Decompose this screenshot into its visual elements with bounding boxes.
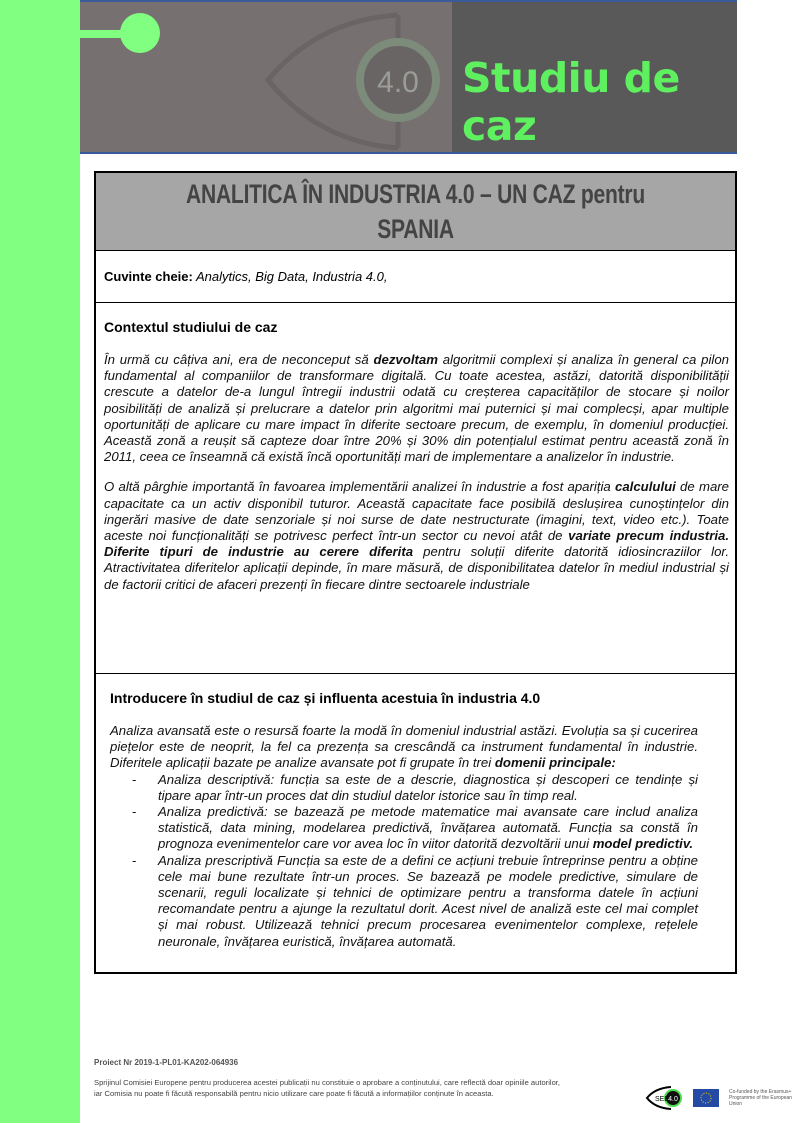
eu-flag-icon [693,1089,719,1107]
list-item [110,772,698,804]
intro-heading: Introducere în studiul de caz și influenta acestuia în industria 4.0 [110,690,541,706]
see-logo-text: SEE [655,1096,670,1103]
side-accent-stripe [0,0,80,1123]
eu-disclaimer: Sprijinul Comisiei Europene pentru producerea acestei publicații nu constituie o aprobare a conținutului, care reflectă doar opiniile autorilor, iar Comisia nu poate fi făcută responsabilă pentru nicio utilizare care poate fi făcută a informațiilor conținute în aceasta. [94,1078,561,1098]
see-4-logo-icon [645,1086,683,1110]
text-run: Analiza descriptivă: funcția sa este de a descrie, diagnostica și descoperi ce tendințe și tipare apar într-un proces dat din studiul datelor istorice sau în timp real. [158,771,698,803]
text-run-bold: dezvoltam [373,352,438,367]
keywords-value: Analytics, Big Data, Industria 4.0, [192,269,388,284]
keywords-row [96,251,735,303]
intro-paragraph [110,723,698,772]
text-run: pentru soluții diferite datorită idiosincraziilor lor. Atractivitatea diferitelor aplicații depinde, în mare măsură, de disponibilitatea datelor în mediul industrial și de factorii critici de afaceri prezenți în fiecare dintre sectoarele industriale [104,544,729,592]
text-run: Analiza predictivă: se bazează pe metode matematice mai avansate care includ analiza statistică, data mining, modelarea predictivă, învățarea automată. Funcția sa constă în prognoza evenimentelor care vor avea loc în viitor datorită dezvoltării unui [158,804,698,852]
case-study-title-row [96,173,735,251]
text-run-bold: domenii principale: [494,755,616,771]
text-run-bold: calculului [615,479,676,495]
intro-section [96,674,735,972]
analysis-types-list [110,772,698,950]
context-paragraph-2 [104,479,729,592]
context-section [96,303,735,674]
project-number: Proiect Nr 2019-1-PL01-KA202-064936 [94,1058,239,1067]
text-run: Analiza prescriptivă Funcția sa este de a defini ce acțiuni trebuie întreprinse pentru a obține cele mai bune rezultate într-un proces. Se bazează pe modele predictive, simulare de scenarii, reguli localizate și tehnici de optimizare pentru a transforma datele în acțiuni recomandate pentru a ajunge la rezultatul dorit. Acest nivel de analiză este cel mai complet și mai robust. Utilizează tehnici precum procesarea evenimentelor complexe, rețelele neuronale, învățarea euristică, învățarea automată. [158,852,698,949]
case-study-card [94,171,737,974]
keywords-label: Cuvinte cheie: [104,269,193,284]
case-study-title-line-2: SPANIA [377,214,454,244]
banner-connector-line [80,30,122,38]
see-logo-badge: 4.0 [668,1096,678,1103]
list-item [110,853,698,950]
banner-green-dot [120,13,160,53]
text-run-bold: variate precum industria. Diferite tipuri de industrie au cerere diferita [104,528,729,560]
footer-logos [645,1086,794,1110]
text-run-bold: model predictiv. [592,836,694,852]
text-run: O altă pârghie importantă în favoarea implementării analizei în industrie a fost apariția [104,479,615,495]
text-run: Analiza avansată este o resursă foarte la modă în domeniul industrial astăzi. Evoluția sa și cucerirea piețelor este de neoprit, la fel ca prezența sa crescândă ca instrument fundamental în industrie. Diferitele aplicații bazate pe analize avansate pot fi grupate în trei [110,723,698,771]
text-run: de mare capacitate ca un activ disponibil tuturor. Această capacitate face posibilă deslușirea cunoștințelor din ingerări masive de date senzoriale și noi surse de date nestructurate (imagini, text, video etc.). Toate aceste noi funcționalități se potrivesc perfect într-un sector cu nevoi atât de [104,479,730,544]
text-run: algoritmii complexi și analiza în general ca pilon fundamental al companiilor de transformare digitală. Cu toate acestea, astăzi, datorită disponibilității crescute a datelor de-a lungul întregii industrii odată cu creșterea capacităților de stocare și noilor posibilități de analiză și prelucrare a datelor prin algoritmi mai puternici și mai complecși, apar multiple oportunități de aplicare cu mare impact în diferite sectoare precum, de exemplu, în domeniul producției. Această zonă a reușit să capteze doar între 20% și 30% din potențialul estimat pentru această zonă în 2011, ceea ce înseamnă că există încă oportunități mari de implementare a analizelor în industrie. [104,352,729,465]
industry-4-logo-icon [258,10,448,150]
context-paragraph-1 [104,352,729,465]
erasmus-cofunded-text: Co-funded by the Erasmus+ Programme of the European Union [729,1089,793,1107]
page-title: Studiu de caz [462,54,680,150]
header-banner [80,0,737,154]
context-heading: Contextul studiului de caz [104,319,278,335]
list-item [110,804,698,853]
case-study-title: ANALITICA ÎN INDUSTRIA 4.0 – UN CAZ pentru [186,179,645,209]
text-run: În urmă cu câțiva ani, era de neconceput să [104,352,374,367]
page-footer [94,1058,794,1107]
banner-logo-badge: 4.0 [377,66,419,99]
